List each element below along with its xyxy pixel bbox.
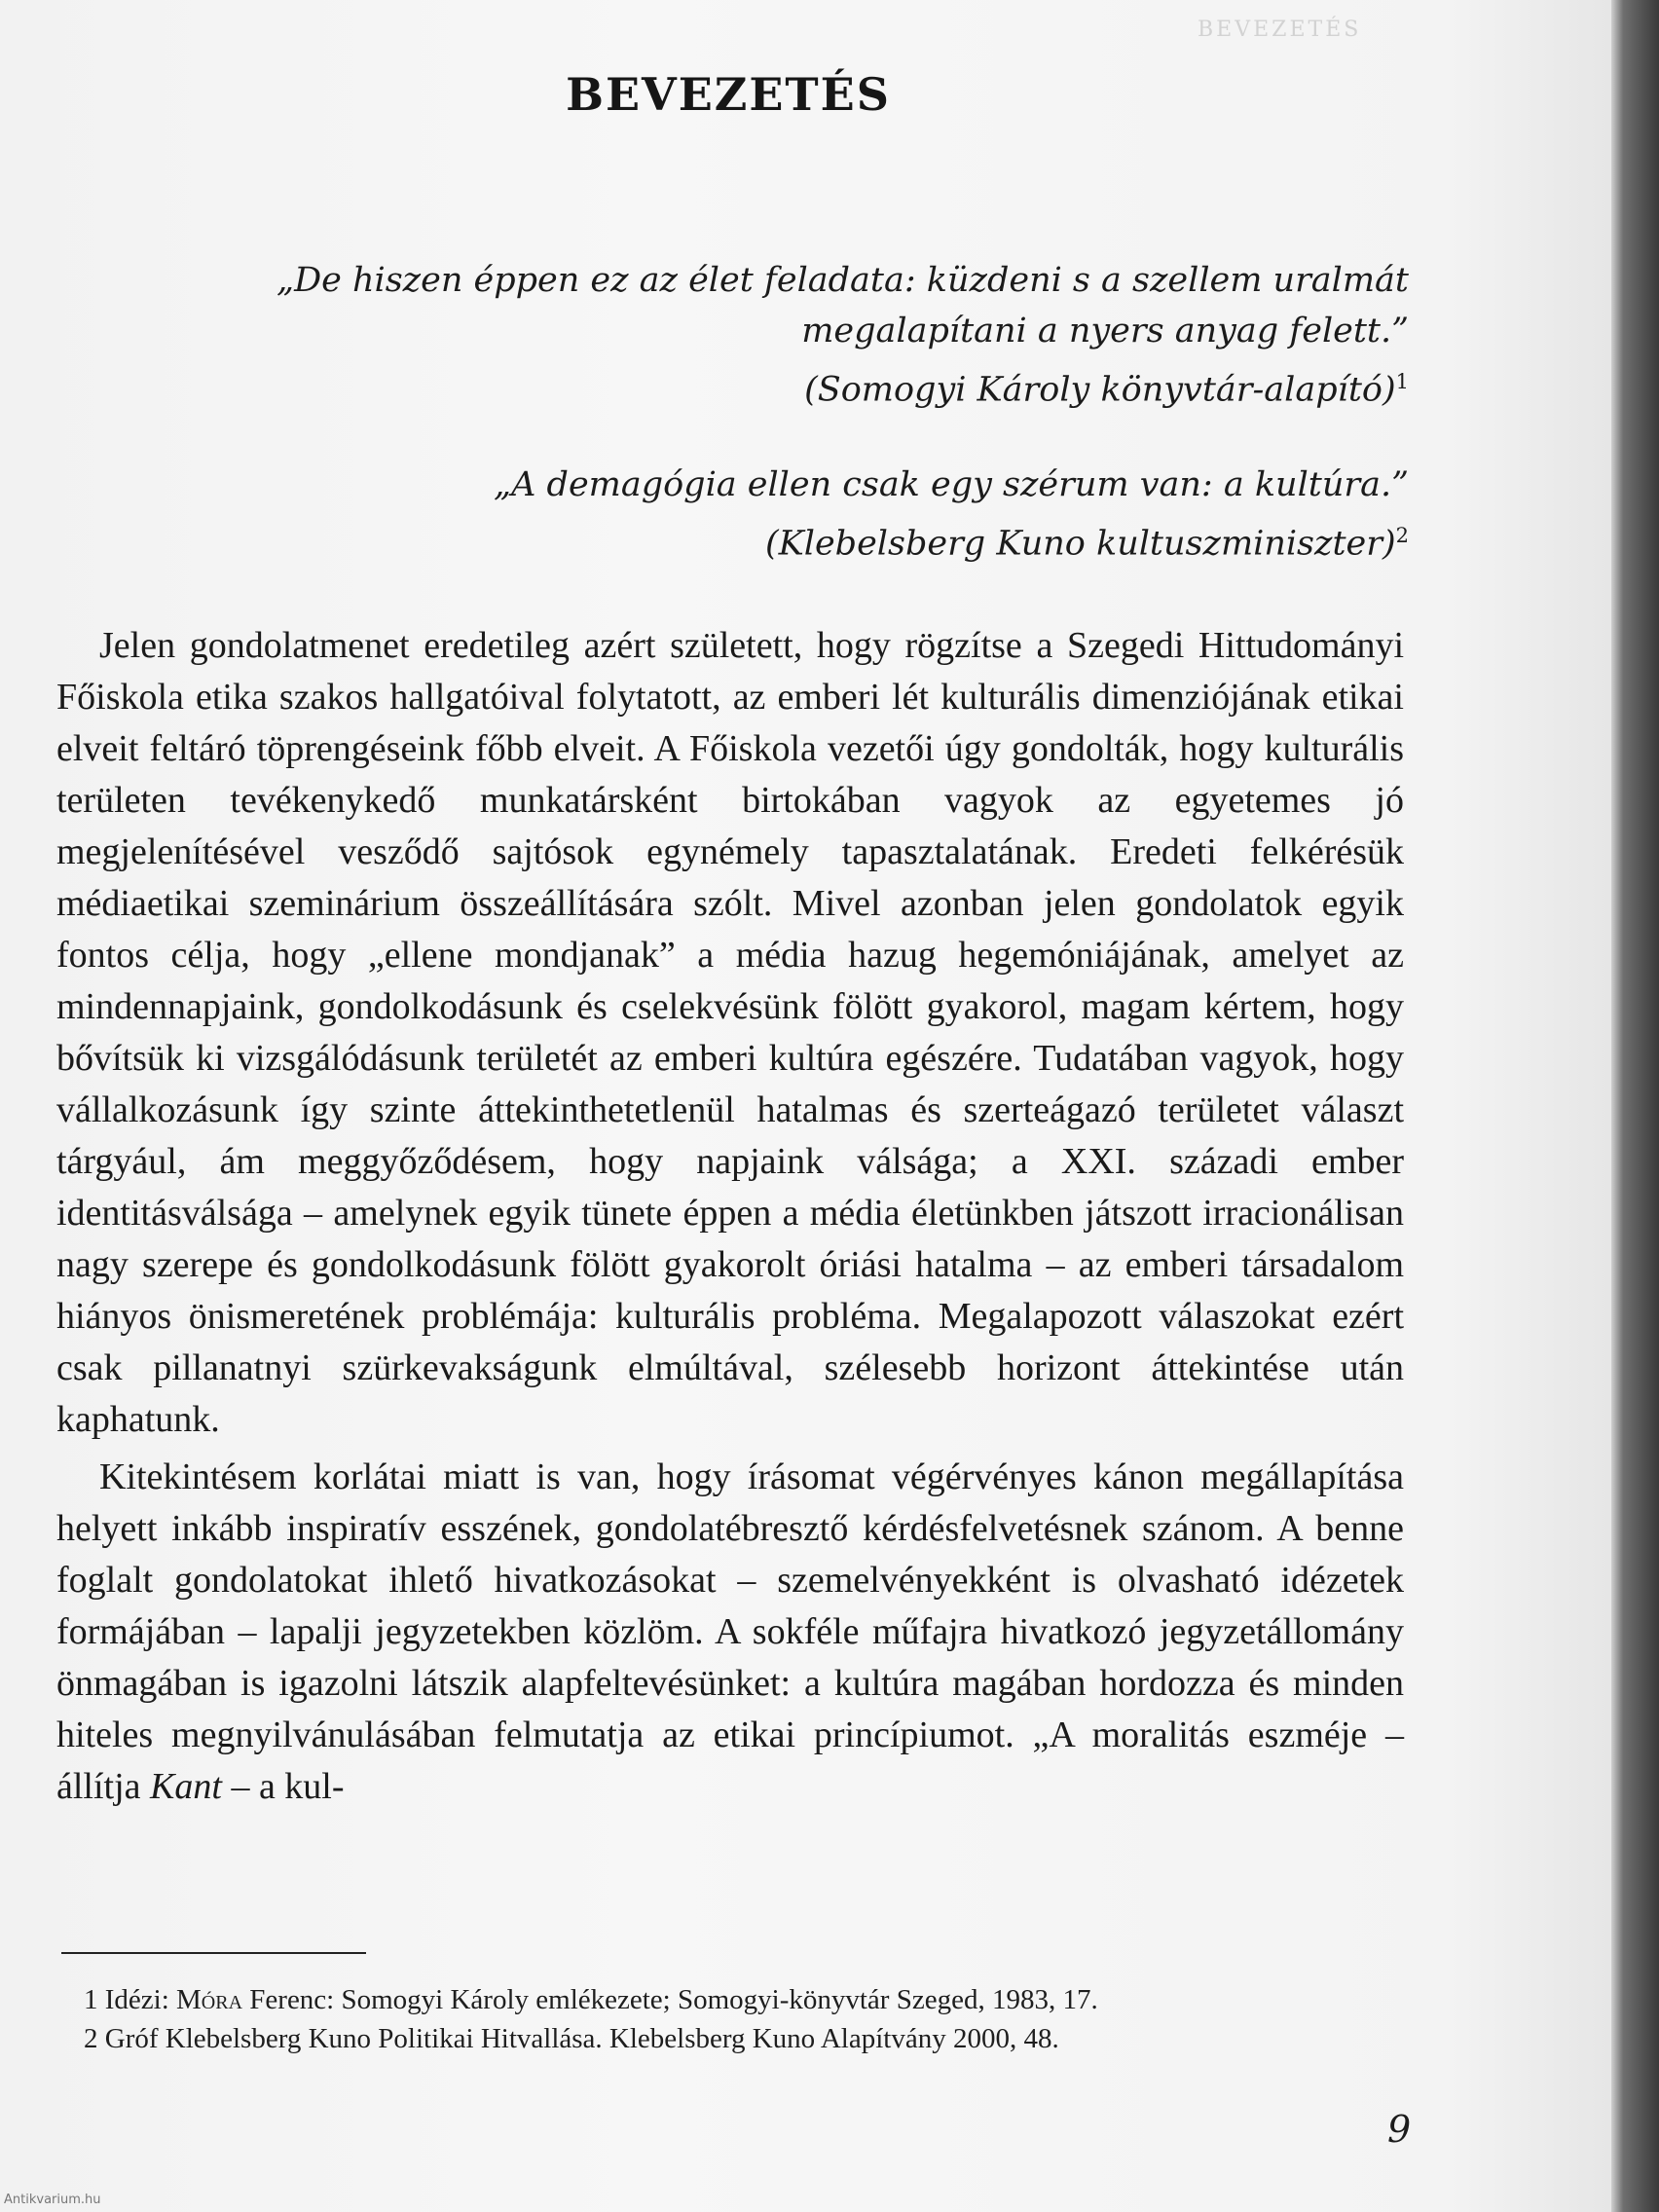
note-ref-2: 2 xyxy=(1395,524,1409,547)
footnote-author: Móra xyxy=(176,1984,243,2015)
page-number: 9 xyxy=(1387,2108,1412,2151)
footnote-1: 1 Idézi: Móra Ferenc: Somogyi Károly emlékezete; Somogyi-könyvtár Szeged, 1983, 17. xyxy=(84,1984,1098,2015)
footnote-2: 2 Gróf Klebelsberg Kuno Politikai Hitvallása. Klebelsberg Kuno Alapítvány 2000, 48. xyxy=(84,2023,1059,2054)
body-text xyxy=(56,620,1404,1819)
footnote-divider xyxy=(61,1952,366,1954)
note-ref-1: 1 xyxy=(1395,370,1409,393)
epigraph-1-attribution: (Somogyi Károly könyvtár-alapító)$^1$ xyxy=(804,370,1409,410)
chapter-title: BEVEZETÉS xyxy=(566,68,891,121)
epigraph-2-attribution: (Klebelsberg Kuno kultuszminiszter)$^2$ xyxy=(764,524,1409,564)
epigraph-1-line-2: megalapítani a nyers anyag felett.” xyxy=(801,312,1409,350)
epigraph-1-line-1: „De hiszen éppen ez az élet feladata: küzdeni s a szellem uralmát xyxy=(276,261,1409,300)
running-head-bleed: BEVEZETÉS xyxy=(1198,18,1362,42)
epigraph-2-line-1: „A demagógia ellen csak egy szérum van: a kultúra.” xyxy=(494,465,1409,504)
epigraph-2 xyxy=(494,460,1409,570)
page-edge xyxy=(1611,0,1659,2212)
paragraph-1: Jelen gondolatmenet eredetileg azért született, hogy rögzítse a Szegedi Hittudományi Főiskola etika szakos hallgatóival folytatott, az emberi lét kulturális dimenziójának etikai elveit feltáró töprengéseink főbb elveit. A Főiskola vezetői úgy gondolták, hogy kulturális területen tevékenykedő munkatársként birtokában vagyok az egyetemes jó megjelenítésével vesződő sajtósok egynémely tapasztalatának. Eredeti felkérésük médiaetikai szeminárium összeállítására szólt. Mivel azonban jelen gondolatok egyik fontos célja, hogy „ellene mondjanak” a média hazug hegemóniájának, amelyet az mindennapjaink, gondolkodásunk és cselekvésünk fölött gyakorol, magam kértem, hogy bővítsük ki vizsgálódásunk területét az emberi kultúra egészére. Tudatában vagyok, hogy vállalkozásunk így szinte áttekinthetetlenül hatalmas és szerteágazó területet választ tárgyául, ám meggyőződésem, hogy napjaink válsága; a XXI. századi ember identitásválsága – amelynek egyik tünete éppen a média életünkben játszott irracionálisan nagy szerepe és gondolkodásunk fölött gyakorolt óriási hatalma – az emberi társadalom hiányos önismeretének problémája: kulturális probléma. Megalapozott válaszokat ezért csak pillanatnyi szürkevakságunk elmúltával, szélesebb horizont áttekintése után kaphatunk. xyxy=(56,625,1404,1440)
epigraph-1 xyxy=(276,255,1409,416)
emphasis-kant: Kant xyxy=(150,1766,222,1807)
paragraph-2: Kitekintésem korlátai miatt is van, hogy írásomat végérvényes kánon megállapítása helyett inkább inspiratív esszének, gondolatébresztő kérdésfelvetésnek szánom. A benne foglalt gondolatokat ihlető hivatkozásokat – szemelvényekként is olvasható idézetek formájában – lapalji jegyzetekben közlöm. A sokféle műfajra hivatkozó jegyzetállomány önmagában is igazolni látszik alapfeltevésünket: a kultúra magában hordozza és minden hiteles megnyilvánulásában felmutatja az etikai princípiumot. „A moralitás eszméje – állítja Kant – a kul- xyxy=(56,1456,1404,1807)
watermark: Antikvarium.hu xyxy=(4,2193,101,2207)
